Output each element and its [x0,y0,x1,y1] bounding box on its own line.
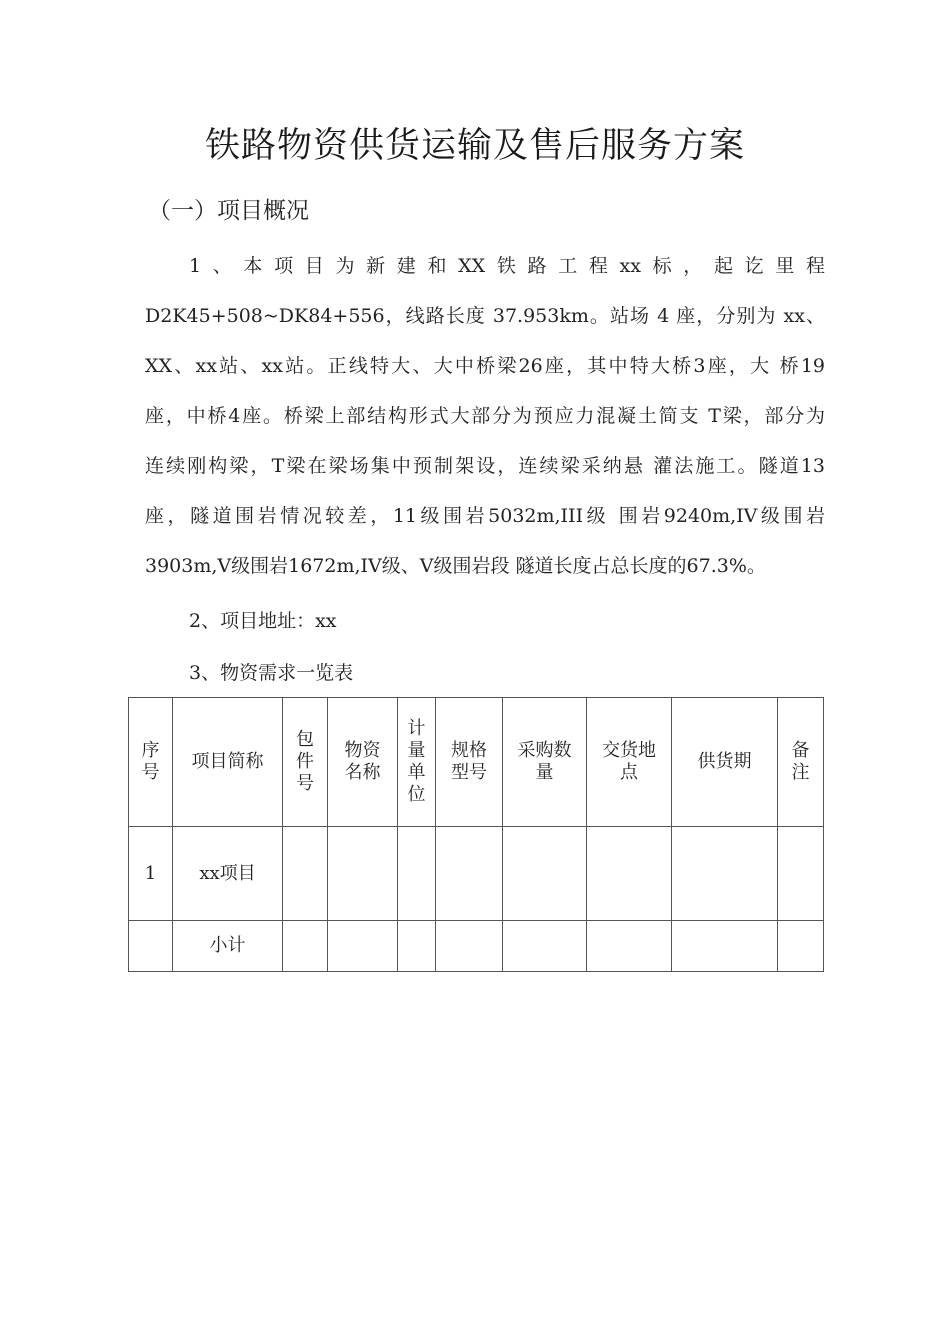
table-caption: 3、物资需求一览表 [189,662,354,684]
table-cell [129,921,173,972]
header-cell: 交货地点 [587,698,672,827]
paragraph-line: 1、本项目为新建和XX铁路工程xx标，起讫里程 [189,255,825,277]
header-cell: 包件号 [283,698,328,827]
table-cell [503,827,587,921]
table-cell [436,827,503,921]
table-cell [283,921,328,972]
table-cell [328,827,398,921]
table-cell [587,921,672,972]
header-cell: 序号 [129,698,173,827]
header-cell: 采购数量 [503,698,587,827]
table-cell [778,921,824,972]
table-cell [672,921,778,972]
paragraph-line: XX、xx站、xx站。正线特大、大中桥梁26座，其中特大桥3座，大 桥19 [145,355,825,377]
table-cell [283,827,328,921]
table-cell [398,921,436,972]
paragraph-line: 座，隧道围岩情况较差，11级围岩5032m,III级 围岩9240m,IV级围岩 [145,505,825,527]
table-cell: 小计 [173,921,283,972]
table-cell: xx项目 [173,827,283,921]
paragraph-line: D2K45+508~DK84+556，线路长度 37.953km。站场 4 座，分别为 xx、 [145,305,825,327]
paragraph-line: 连续刚构梁，T梁在梁场集中预制架设，连续梁采纳悬 灌法施工。隧道13 [145,455,825,477]
header-cell: 备注 [778,698,824,827]
table-cell [328,921,398,972]
table-cell [398,827,436,921]
material-requirements-table [128,697,824,972]
table-row [129,921,824,972]
table-cell [672,827,778,921]
table-row [129,827,824,921]
header-cell: 物资名称 [328,698,398,827]
header-cell: 项目简称 [173,698,283,827]
project-overview-paragraph [145,241,825,591]
table-cell [587,827,672,921]
paragraph-line: 3903m,V级围岩1672m,IV级、V级围岩段 隧道长度占总长度的67.3%。 [145,555,766,577]
table-cell [503,921,587,972]
table-cell [436,921,503,972]
table-cell: 1 [129,827,173,921]
header-cell: 供货期 [672,698,778,827]
table-cell [778,827,824,921]
table-header-row [129,698,824,827]
header-cell: 计量单位 [398,698,436,827]
project-address: 2、项目地址：xx [189,610,337,632]
header-cell: 规格型号 [436,698,503,827]
paragraph-line: 座，中桥4座。桥梁上部结构形式大部分为预应力混凝土简支 T梁，部分为 [145,405,825,427]
document-title: 铁路物资供货运输及售后服务方案 [204,126,745,166]
section-heading: （一）项目概况 [148,198,309,224]
